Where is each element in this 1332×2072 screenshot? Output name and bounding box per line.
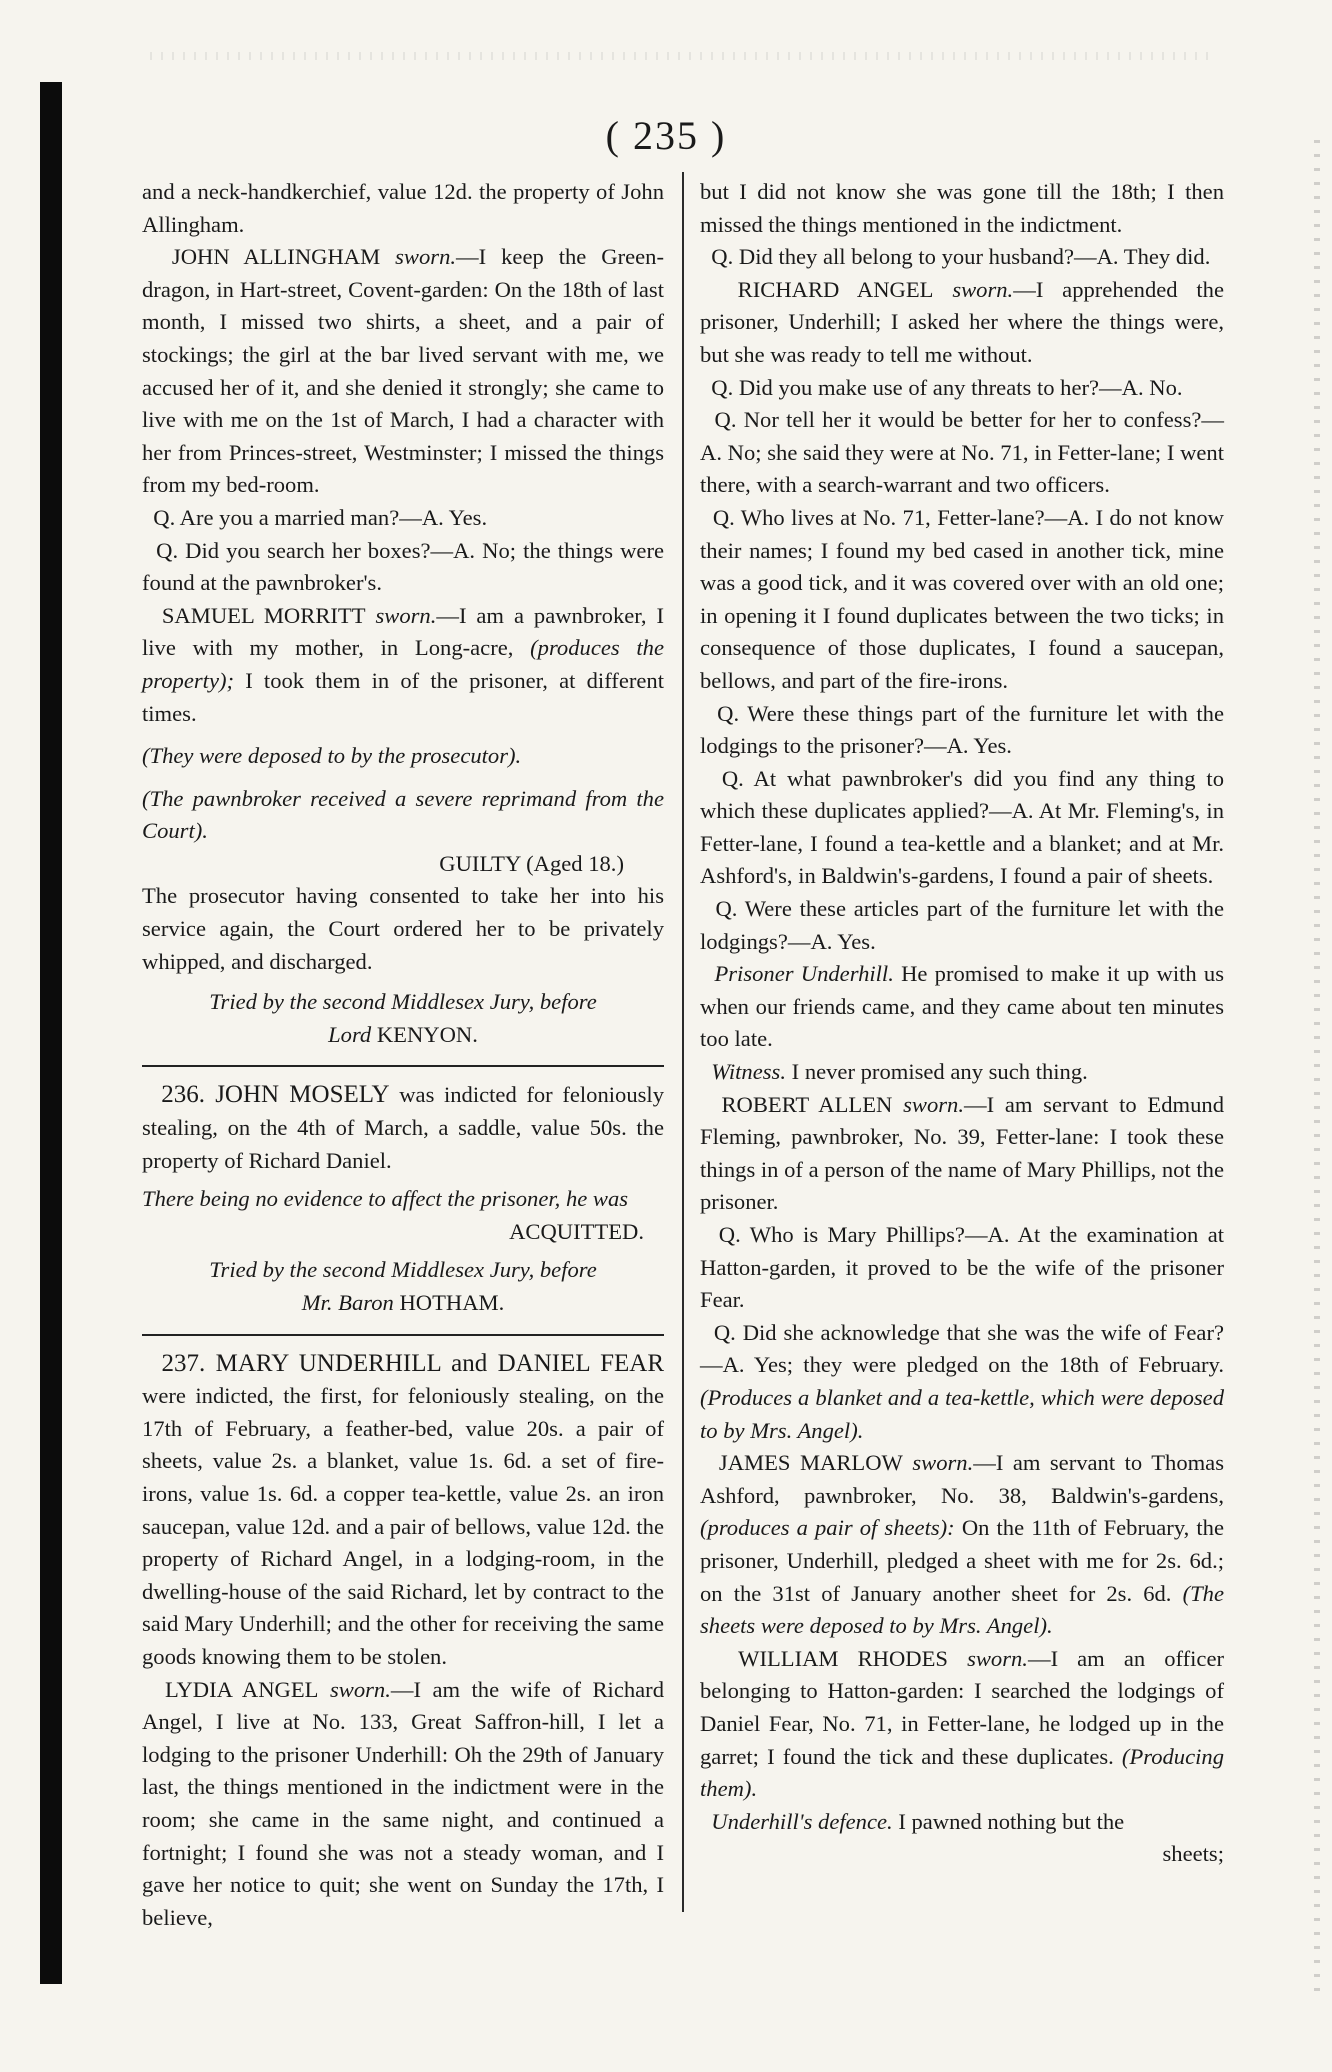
judge-line: Lord KENYON.: [328, 1021, 478, 1047]
paragraph: WILLIAM RHODES sworn.—I am an officer belonging to Hatton-garden: I searched the lodgings of Daniel Fear, No. 71, in Fetter-lane, he lodged up in the garret; I found the tick and these duplicates. (Producing them).: [700, 1645, 1225, 1802]
stage-direction: (The pawnbroker received a severe reprimand from the Court).: [142, 785, 664, 844]
question: Q. At what pawnbroker's did you find any thing to which these duplicates applied?—A. At Mr. Fleming's, in Fetter-lane, I found a tea-kettle and a blanket; and at Mr. Ashford's, in Baldwin's-gardens, I found a pair of sheets.: [700, 765, 1224, 889]
paragraph: The prosecutor having consented to take her into his service again, the Court ordered her to be privately whipped, and discharged.: [142, 883, 664, 974]
sworn-label: sworn.: [903, 1091, 964, 1117]
paragraph: [142, 241, 664, 502]
tried-before: Tried by the second Middlesex Jury, before: [209, 1257, 597, 1283]
judge-line: Mr. Baron HOTHAM.: [301, 1290, 505, 1315]
witness-name: WILLIAM RHODES: [738, 1645, 948, 1671]
question: Q. Did they all belong to your husband?—A. They did.: [711, 244, 1211, 270]
scan-noise-right: [1314, 140, 1320, 2000]
witness-name: LYDIA ANGEL: [164, 1676, 319, 1702]
paragraph: Underhill's defence. I pawned nothing but the: [711, 1808, 1125, 1834]
scan-binding-edge: [40, 82, 62, 1984]
witness-name: RICHARD ANGEL: [737, 276, 934, 302]
section-rule: [142, 1334, 664, 1336]
witness-name: SAMUEL MORRITT: [161, 602, 366, 628]
paragraph: ROBERT ALLEN sworn.—I am servant to Edmund Fleming, pawnbroker, No. 39, Fetter-lane: I took these things in of a person of the name of Mary Phillips, not the prisoner.: [700, 1091, 1224, 1215]
tried-before: Tried by the second Middlesex Jury, before: [209, 989, 597, 1015]
question: Q. Did she acknowledge that she was the wife of Fear?—A. Yes; they were pledged on the 18th of February. (Produces a blanket and a tea-kettle, which were deposed to by Mrs. Angel).: [700, 1319, 1224, 1443]
paragraph: JAMES MARLOW sworn.—I am servant to Thomas Ashford, pawnbroker, No. 38, Baldwin's-gardens, (produces a pair of sheets): On the 11th of February, the prisoner, Underhill, pledged a sheet with me for 2s. 6d.; on the 31st of January another sheet for 2s. 6d. (The sheets were deposed to by Mrs. Angel).: [700, 1450, 1225, 1639]
question: Q. Did you search her boxes?—A. No; the things were found at the pawnbroker's.: [142, 537, 664, 596]
paragraph: and a neck-handkerchief, value 12d. the property of John Allingham.: [142, 179, 664, 237]
scan-noise-top: [150, 52, 1210, 60]
right-column: [700, 176, 1224, 1871]
witness-name: ROBERT ALLEN: [721, 1091, 893, 1117]
witness-name: JAMES MARLOW: [718, 1450, 903, 1476]
sworn-label: sworn.: [375, 602, 437, 628]
sworn-label: sworn.: [952, 276, 1014, 302]
paragraph: LYDIA ANGEL sworn.—I am the wife of Richard Angel, I live at No. 133, Great Saffron-hill, I let a lodging to the prisoner Underhill: Oh the 29th of January last, the things mentioned in the indictment were in the room; she came in the same night, and continued a fortnight; I found she was not a steady woman, and I gave her notice to quit; she went on Sunday the 17th, I believe,: [142, 1676, 665, 1930]
sworn-label: sworn.: [329, 1676, 391, 1702]
stage-direction: (They were deposed to by the prosecutor).: [142, 743, 522, 769]
paragraph: Witness. I never promised any such thing.: [711, 1059, 1088, 1085]
paragraph: RICHARD ANGEL sworn.—I apprehended the prisoner, Underhill; I asked her where the things were, but she was ready to tell me without.: [700, 276, 1225, 367]
verdict: ACQUITTED.: [509, 1218, 644, 1244]
page-number: ( 235 ): [605, 113, 727, 158]
column-divider: [682, 172, 684, 1912]
question: Q. Did you make use of any threats to her?—A. No.: [711, 374, 1183, 400]
case-236: 236. JOHN MOSELY was indicted for feloniously stealing, on the 4th of March, a saddle, value 50s. the property of Richard Daniel.: [142, 1081, 664, 1173]
left-column: [142, 176, 664, 1934]
catchword: sheets;: [1162, 1841, 1224, 1867]
question: Q. Were these things part of the furniture let with the lodgings to the prisoner?—A. Yes.: [700, 700, 1224, 759]
stage-direction: There being no evidence to affect the prisoner, he was: [142, 1186, 629, 1212]
sworn-label: sworn.: [395, 244, 457, 270]
paragraph: SAMUEL MORRITT sworn.—I am a pawnbroker, I live with my mother, in Long-acre, (produces the property); I took them in of the prisoner, at different times.: [142, 602, 665, 726]
verdict: GUILTY (Aged 18.): [439, 850, 624, 876]
paragraph: but I did not know she was gone till the 18th; I then missed the things mentioned in the indictment.: [700, 179, 1224, 237]
sworn-label: sworn.: [967, 1645, 1028, 1671]
witness-name: JOHN ALLINGHAM: [171, 244, 381, 270]
question: Q. Are you a married man?—A. Yes.: [153, 504, 488, 530]
section-rule: [142, 1065, 664, 1067]
question: Q. Were these articles part of the furniture let with the lodgings?—A. Yes.: [700, 896, 1225, 954]
case-237: 237. MARY UNDERHILL and DANIEL FEAR were indicted, the first, for feloniously stealing, on the 17th of February, a feather-bed, value 20s. a pair of sheets, value 2s. a blanket, value 1s. 6d. a set of fire-irons, value 1s. 6d. a copper tea-kettle, value 2s. an iron saucepan, value 12d. and a pair of bellows, value 12d. the property of Richard Angel, in a lodging-room, in the dwelling-house of the said Richard, let by contract to the said Mary Underhill; and the other for receiving the same goods knowing them to be stolen.: [142, 1349, 664, 1669]
paragraph: Prisoner Underhill. He promised to make it up with us when our friends came, and they came about ten minutes too late.: [700, 961, 1224, 1052]
question: Q. Who lives at No. 71, Fetter-lane?—A. I do not know their names; I found my bed cased in another tick, mine was a good tick, and it was covered over with an old one; in opening it I found duplicates between the two ticks; in consequence of those duplicates, I found a saucepan, bellows, and part of the fire-irons.: [700, 504, 1224, 693]
sworn-label: sworn.: [912, 1450, 974, 1476]
question: Q. Who is Mary Phillips?—A. At the examination at Hatton-garden, it proved to be the wife of the prisoner Fear.: [700, 1222, 1224, 1313]
testimony: —I keep the Green-dragon, in Hart-street, Covent-garden: On the 18th of last month, I missed two shirts, a sheet, and a pair of stockings; the girl at the bar lived servant with me, we accused her of it, and she denied it strongly; she came to live with me on the 1st of March, I had a character with her from Princes-street, Westminster; I missed the things from my bed-room.: [142, 244, 664, 498]
question: Q. Nor tell her it would be better for her to confess?—A. No; she said they were at No. 71, in Fetter-lane; I went there, with a search-warrant and two officers.: [700, 407, 1224, 498]
